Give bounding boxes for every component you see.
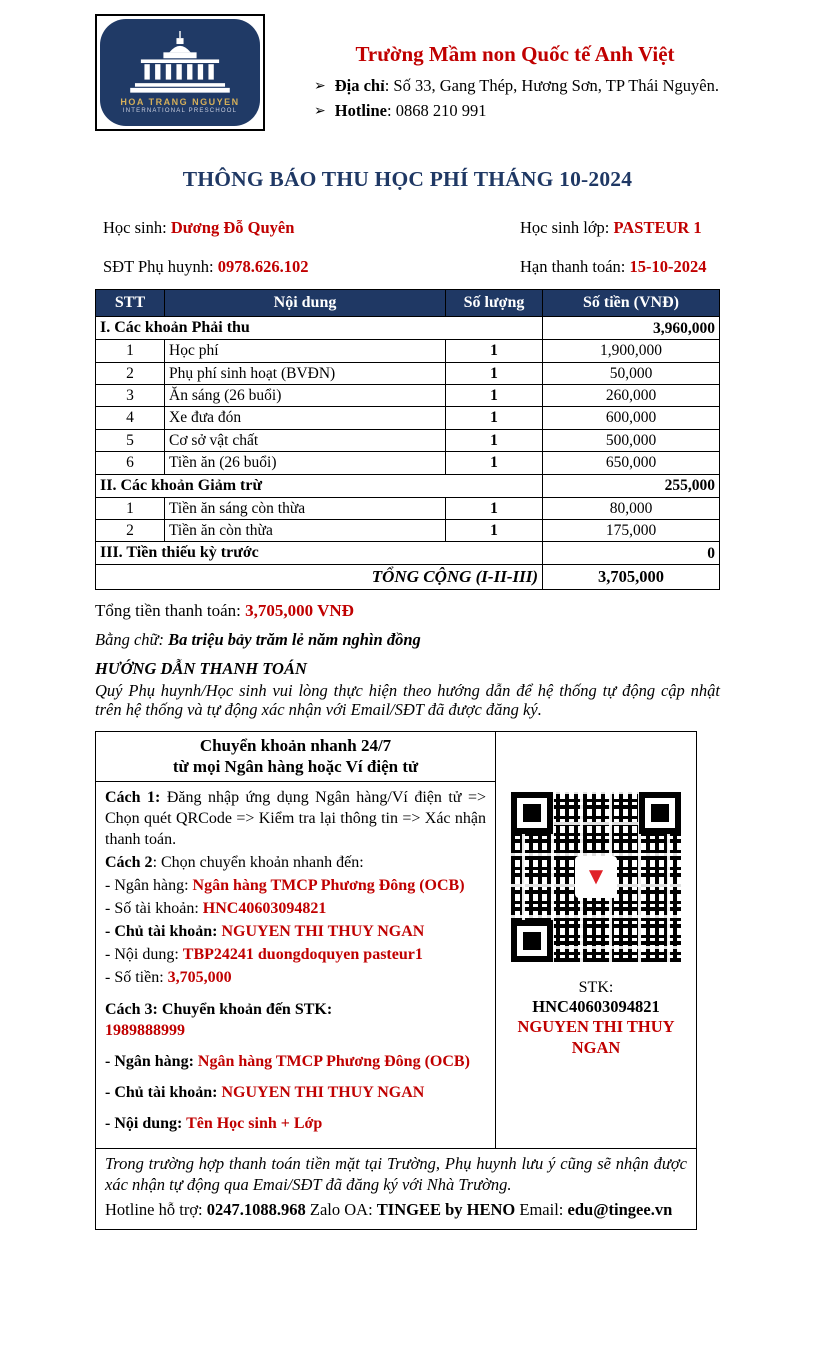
cell-qty: 1 [446,362,543,384]
method1-label: Cách 1: [105,788,161,806]
cell-stt: 1 [96,497,165,519]
payment-instructions [96,782,496,1149]
holder-line [105,921,486,942]
school-name: Trường Mầm non Quốc tế Anh Việt [355,42,675,66]
stk-value: HNC40603094821 [532,997,660,1017]
support-line [105,1199,687,1220]
building-icon [117,31,243,95]
section-label: II. Các khoản Giảm trừ [96,474,543,497]
cell-name: Phụ phí sinh hoạt (BVĐN) [165,362,446,384]
table-row [96,497,720,519]
account-value: HNC40603094821 [202,900,327,918]
table-row [96,429,720,451]
support-hotline-label: Hotline hỗ trợ: [105,1200,207,1220]
cell-stt: 3 [96,385,165,407]
cell-stt: 4 [96,407,165,429]
student-name: Dương Đỗ Quyên [170,218,295,237]
class-name: PASTEUR 1 [613,218,702,237]
cell-amount: 50,000 [543,362,720,384]
footer-note-box [95,1149,697,1230]
cell-name: Tiền ăn còn thừa [165,519,446,541]
cell-qty: 1 [446,519,543,541]
due-label: Hạn thanh toán: [520,256,630,276]
section-label: III. Tiền thiếu kỳ trước [96,542,543,565]
phone-label: SĐT Phụ huynh: [103,256,218,276]
address-label: Địa chỉ [334,76,385,95]
due-date-line [520,257,720,278]
table-row [96,340,720,362]
payment-box-title-line2: từ mọi Ngân hàng hoặc Ví điện tử [172,757,419,777]
class-label: Học sinh lớp: [520,218,614,237]
header-noi-dung: Nội dung [165,290,446,317]
amount-in-words-label: Bằng chữ: [95,629,169,649]
transfer-content-label: - Nội dung: [105,946,183,964]
parent-phone-line [103,257,500,278]
holder3-value: NGUYEN THI THUY NGAN [221,1083,425,1101]
holder-value: NGUYEN THI THUY NGAN [221,923,425,941]
table-row [96,407,720,429]
cash-payment-note: Trong trường hợp thanh toán tiền mặt tại Trường, Phụ huynh lưu ý cũng sẽ nhận được xác nhận tự động qua Emai/SĐT đã đăng ký với Nhà Trường. [105,1154,687,1194]
bank3-label: - Ngân hàng: [105,1052,198,1070]
cell-amount: 500,000 [543,429,720,451]
section-amount: 3,960,000 [543,317,720,340]
holder-label: - Chủ tài khoản: [105,923,222,941]
payment-guide-title: HƯỚNG DẪN THANH TOÁN [95,658,307,678]
student-class-line [520,218,720,239]
student-label: Học sinh: [103,218,171,237]
bank3-value: Ngân hàng TMCP Phương Đông (OCB) [197,1052,470,1070]
school-address-line [310,75,720,97]
header-so-tien: Số tiền (VNĐ) [543,290,720,317]
hotline-value: : 0868 210 991 [386,101,487,121]
section-amount: 0 [543,542,720,565]
cell-qty: 1 [446,407,543,429]
header-stt: STT [96,290,165,317]
total-payment-label: Tổng tiền thanh toán: [95,600,246,620]
cell-stt: 1 [96,340,165,362]
method3-line [105,999,486,1041]
address-value: : Số 33, Gang Thép, Hương Sơn, TP Thái Nguyên. [384,76,719,95]
cell-name: Tiền ăn sáng còn thừa [165,497,446,519]
cell-stt: 2 [96,519,165,541]
amount-in-words-value: Ba triệu bảy trăm lẻ năm nghìn đồng [168,629,421,649]
school-hotline-line [310,100,720,122]
due-value: 15-10-2024 [629,256,707,276]
cell-stt: 6 [96,452,165,474]
cell-qty: 1 [446,497,543,519]
transfer-amount-label: - Số tiền: [105,969,168,987]
bank-label: - Ngân hàng: [105,877,193,895]
bank-line [105,875,486,896]
qr-finder-icon [511,920,553,962]
account-label: - Số tài khoản: [105,900,203,918]
bank-value: Ngân hàng TMCP Phương Đông (OCB) [192,877,465,895]
table-row [96,452,720,474]
cell-qty: 1 [446,385,543,407]
student-name-line [103,218,500,239]
method3-label: Cách 3: Chuyển khoản đến STK: [105,1000,333,1018]
table-header-row [96,290,720,317]
transfer-amount-value: 3,705,000 [167,969,232,987]
cell-stt: 5 [96,429,165,451]
content3-line [105,1113,486,1134]
table-row [96,362,720,384]
cell-amount: 1,900,000 [543,340,720,362]
school-logo-emblem [100,19,260,126]
qr-finder-icon [511,792,553,834]
section-row-previous-balance [96,542,720,565]
cell-name: Cơ sở vật chất [165,429,446,451]
table-row [96,519,720,541]
qr-logo-icon: ▼ [575,856,617,898]
email-label: Email: [515,1200,568,1220]
table-row [96,385,720,407]
transfer-content-line [105,944,486,965]
section-amount: 255,000 [543,474,720,497]
zalo-label: Zalo OA: [305,1200,377,1220]
cell-amount: 260,000 [543,385,720,407]
cell-stt: 2 [96,362,165,384]
payment-box-title-line1: Chuyển khoản nhanh 24/7 [199,736,392,756]
amount-in-words-line [95,630,720,650]
zalo-value: TINGEE by HENO [376,1200,516,1220]
cell-amount: 600,000 [543,407,720,429]
cell-amount: 80,000 [543,497,720,519]
cell-qty: 1 [446,429,543,451]
student-info [103,218,720,277]
payment-box [95,731,697,1149]
document-header [95,14,720,131]
method1-line [105,787,486,850]
section-row-receivables [96,317,720,340]
cell-qty: 1 [446,340,543,362]
method3-value: 1989888999 [105,1021,185,1039]
section-row-deductions [96,474,720,497]
total-payment-value: 3,705,000 VNĐ [245,600,354,620]
transfer-content-value: TBP24241 duongdoquyen pasteur1 [182,946,423,964]
cell-name: Ăn sáng (26 buổi) [165,385,446,407]
email-value: edu@tingee.vn [567,1200,673,1220]
school-info [310,14,720,131]
qr-finder-icon [639,792,681,834]
cell-amount: 175,000 [543,519,720,541]
section-label: I. Các khoản Phải thu [96,317,543,340]
cell-amount: 650,000 [543,452,720,474]
payment-box-title [96,732,496,782]
logo-school-subtitle: INTERNATIONAL PRESCHOOL [122,108,238,114]
header-so-luong: Số lượng [446,290,543,317]
cell-name: Học phí [165,340,446,362]
account-line [105,898,486,919]
hotline-label: Hotline [334,101,387,121]
holder3-line [105,1082,486,1103]
payment-guide-text: Quý Phụ huynh/Học sinh vui lòng thực hiện theo hướng dẫn để hệ thống tự động cập nhật trên hệ thống và tự động xác nhận với Email/SĐT đã được đăng ký. [95,680,720,720]
total-row [96,565,720,589]
method2-line [105,852,486,873]
stk-holder: NGUYEN THI THUY NGAN [517,1017,675,1057]
total-amount: 3,705,000 [543,565,720,589]
phone-value: 0978.626.102 [217,256,309,276]
cell-name: Xe đưa đón [165,407,446,429]
support-hotline-value: 0247.1088.968 [206,1200,306,1220]
holder3-label: - Chủ tài khoản: [105,1083,222,1101]
cell-qty: 1 [446,452,543,474]
method2-label: Cách 2 [105,853,153,871]
bank3-line [105,1051,486,1072]
logo-school-name: HOA TRANG NGUYEN [120,97,240,107]
cell-name: Tiền ăn (26 buổi) [165,452,446,474]
arrow-bullet-icon: ➢ [314,104,326,120]
total-payment-line [95,601,720,621]
transfer-amount-line [105,967,486,988]
qr-panel [496,732,696,1148]
qr-code [506,787,686,967]
method1-text: Đăng nhập ứng dụng Ngân hàng/Ví điện tử => Chọn quét QRCode => Kiểm tra lại thông tin => Xác nhận thanh toán. [105,788,486,848]
fee-table [95,289,720,589]
content3-label: - Nội dung: [105,1115,187,1133]
total-label: TỔNG CỘNG (I-II-III) [96,565,543,589]
method2-text: : Chọn chuyển khoản nhanh đến: [152,853,364,871]
page-title: THÔNG BÁO THU HỌC PHÍ THÁNG 10-2024 [182,167,633,191]
school-logo [95,14,265,131]
arrow-bullet-icon: ➢ [314,79,326,94]
content3-value: Tên Học sinh + Lớp [186,1115,323,1133]
stk-label: STK: [578,979,614,997]
